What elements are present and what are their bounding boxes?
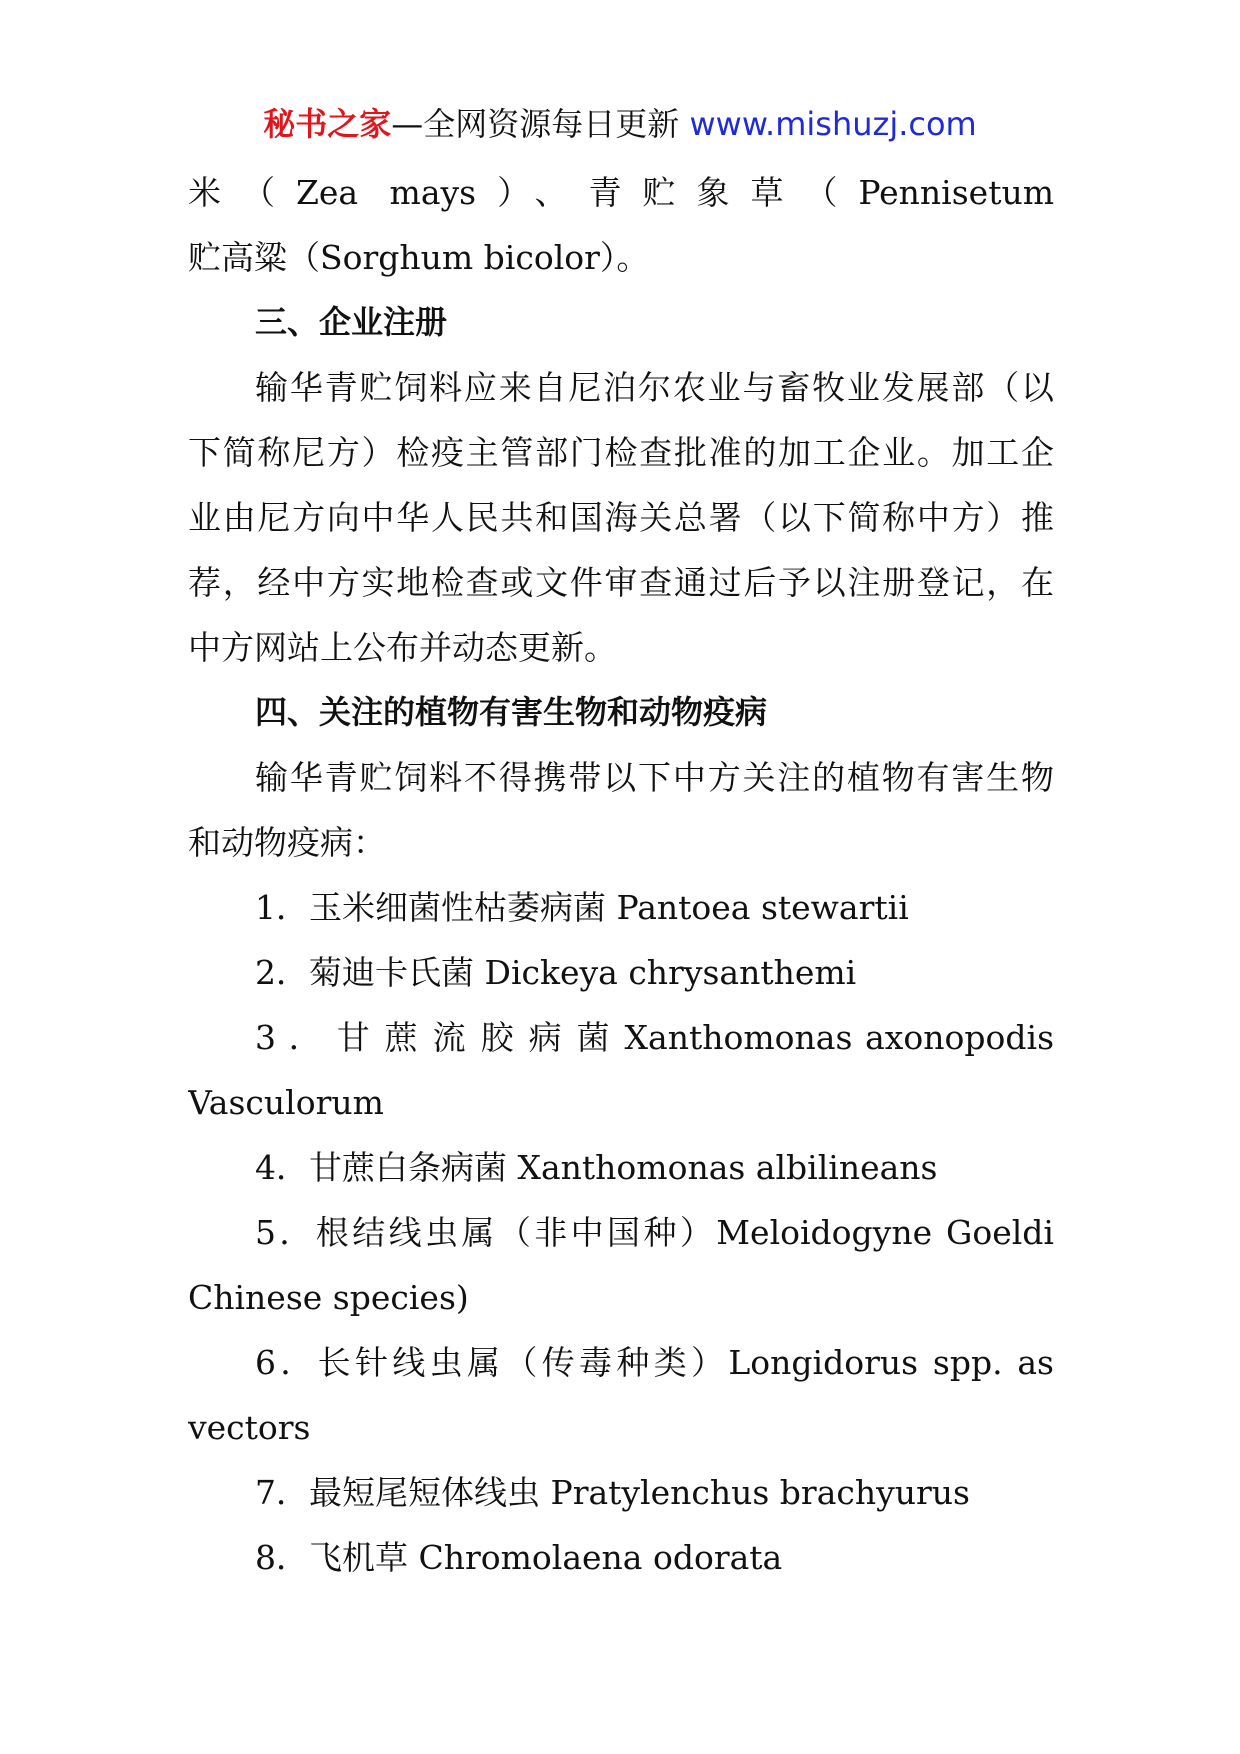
body-line: 下简称尼方）检疫主管部门检查批准的加工企业。加工企 (188, 433, 1054, 472)
list-item: 5．根结线虫属（非中国种）Meloidogyne Goeldi (255, 1213, 1054, 1252)
section-heading-registration: 三、企业注册 (255, 303, 448, 341)
site-banner (0, 98, 1240, 150)
body-line: 贮高粱（Sorghum bicolor）。 (188, 238, 650, 277)
list-item: 8．飞机草 Chromolaena odorata (255, 1538, 783, 1577)
list-item-continuation: vectors (188, 1408, 311, 1447)
list-item: 1．玉米细菌性枯萎病菌 Pantoea stewartii (255, 888, 909, 927)
body-line: 中方网站上公布并动态更新。 (188, 628, 617, 667)
banner-slogan: —全网资源每日更新 (391, 105, 690, 143)
document-body (188, 160, 1054, 1590)
body-line: 荐，经中方实地检查或文件审查通过后予以注册登记，在 (188, 563, 1054, 602)
body-line: 输华青贮饲料应来自尼泊尔农业与畜牧业发展部（以 (255, 368, 1054, 407)
body-line: 业由尼方向中华人民共和国海关总署（以下简称中方）推 (188, 498, 1054, 537)
banner-brand: 秘书之家 (263, 105, 392, 143)
list-item: 3 ． 甘 蔗 流 胶 病 菌 Xanthomonas axonopodis (255, 1018, 1054, 1057)
section-heading-pests: 四、关注的植物有害生物和动物疫病 (255, 693, 768, 731)
body-line: 米（Zea mays）、青贮象草（Pennisetum (188, 173, 1054, 212)
body-line: 和动物疫病： (188, 823, 386, 862)
list-item: 2．菊迪卡氏菌 Dickeya chrysanthemi (255, 953, 857, 992)
banner-url-link[interactable]: www.mishuzj.com (689, 105, 977, 143)
body-line: 输华青贮饲料不得携带以下中方关注的植物有害生物 (255, 758, 1054, 797)
list-item: 4．甘蔗白条病菌 Xanthomonas albilineans (255, 1148, 938, 1187)
list-item: 6．长针线虫属（传毒种类）Longidorus spp. as (255, 1343, 1054, 1382)
list-item-continuation: Vasculorum (188, 1083, 384, 1122)
list-item: 7．最短尾短体线虫 Pratylenchus brachyurus (255, 1473, 970, 1512)
list-item-continuation: Chinese species) (188, 1278, 469, 1317)
